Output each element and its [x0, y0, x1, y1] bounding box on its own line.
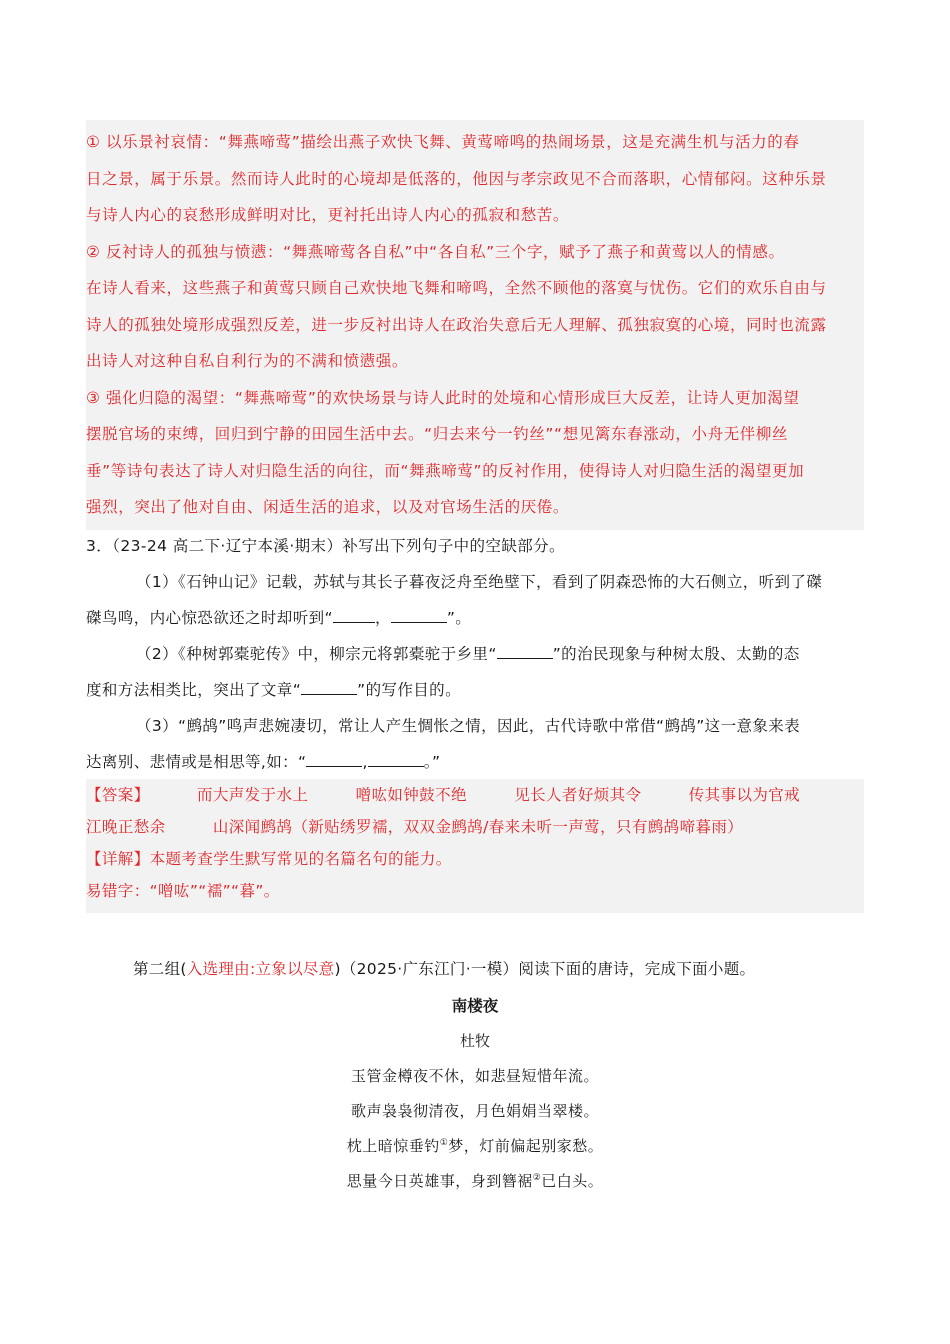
sub-question-3: （3）“鹧鸪”鸣声悲婉凄切，常让人产生惆怅之情，因此，古代诗歌中常借“鹧鸪”这一意象来表	[136, 717, 801, 735]
fill-blank[interactable]	[306, 752, 362, 767]
answer-row	[86, 779, 864, 811]
poem-title: 南楼夜	[451, 996, 499, 1015]
text-span: 第二组(	[133, 960, 187, 978]
text-span: 度和方法相类比，突出了文章“	[86, 681, 302, 699]
analysis-text: 与诗人内心的哀愁形成鲜明对比，更衬托出诗人内心的孤寂和愁苦。	[86, 206, 570, 224]
sub-question-2-cont	[86, 672, 864, 708]
text-span: )（2025·广东江门·一模）阅读下面的唐诗，完成下面小题。	[334, 960, 756, 978]
text-span: 磔鸟鸣，内心惊恐欲还之时却听到“	[86, 609, 333, 627]
analysis-text: 摆脱官场的束缚，回归到宁静的田园生活中去。“归去来兮一钓丝”“想见篱东春涨动，小舟无伴柳丝	[86, 425, 789, 443]
fill-blank[interactable]	[333, 608, 375, 623]
question-stem-text: （23-24 高二下·辽宁本溪·期末）补写出下列句子中的空缺部分。	[112, 537, 565, 555]
text-span: ，	[374, 609, 391, 627]
poem-line: 玉管金樽夜不休，如悲昼短惜年流。	[350, 1067, 599, 1085]
footnote-marker[interactable]: ②	[532, 1173, 542, 1183]
question-stem	[86, 528, 864, 564]
text-span: ”。	[446, 609, 472, 627]
fill-blank[interactable]	[368, 752, 424, 767]
text-span: ”的治民现象与种树太殷、太勤的态	[552, 645, 800, 663]
fill-blank[interactable]	[391, 608, 447, 623]
analysis-text: 诗人的孤独处境形成强烈反差，进一步反衬出诗人在政治失意后无人理解、孤独寂寞的心境，同时也流露	[86, 315, 827, 334]
sub-question-3-cont	[86, 744, 864, 780]
question-3	[86, 528, 864, 780]
poem-line: 歌声袅袅彻清夜，月色娟娟当翠楼。	[350, 1102, 599, 1120]
answer-item: 传其事以为官戒	[688, 786, 801, 804]
sub-question-1-cont	[86, 600, 864, 636]
answer-item: 山深闻鹧鸪（新贴绣罗襦，双双金鹧鸪/春来未听一声莺，只有鹧鸪啼暮雨）	[212, 818, 744, 836]
analysis-text: ② 反衬诗人的孤独与愤懑：“舞燕啼莺各自私”中“各自私”三个字，赋予了燕子和黄莺以人的情感。	[86, 242, 785, 261]
answer-item: 而大声发于水上	[196, 786, 309, 804]
analysis-text: 日之景，属于乐景。然而诗人此时的心境却是低落的，他因与孝宗政见不合而落职，心情郁闷。这种乐景	[86, 169, 827, 188]
analysis-text: 在诗人看来，这些燕子和黄莺只顾自己欢快地飞舞和啼鸣，全然不顾他的落寞与忧伤。它们的欢乐自由与	[86, 279, 827, 297]
analysis-text: 垂”等诗句表达了诗人对归隐生活的向往，而“舞燕啼莺”的反衬作用，使得诗人对归隐生活的渴望更加	[86, 461, 805, 480]
text-span: 枕上暗惊垂钓	[346, 1137, 440, 1155]
answer-item: 见长人者好烦其令	[514, 786, 642, 804]
selection-reason: 入选理由:立象以尽意	[186, 960, 335, 978]
text-span: 梦，灯前偏起别家愁。	[448, 1137, 604, 1155]
answer-box	[86, 779, 864, 913]
footnote-marker[interactable]: ①	[439, 1138, 449, 1148]
text-span: 已白头。	[541, 1172, 604, 1190]
analysis-text: ③ 强化归隐的渴望：“舞燕啼莺”的欢快场景与诗人此时的处境和心情形成巨大反差，让诗人更加渴望	[86, 388, 800, 407]
answer-row	[86, 811, 864, 843]
poem-line	[0, 1135, 950, 1156]
analysis-text: 强烈，突出了他对自由、闲适生活的追求，以及对官场生活的厌倦。	[86, 498, 570, 516]
analysis-text: 出诗人对这种自私自利行为的不满和愤懑强。	[86, 352, 409, 370]
answer-item: 江晚正愁余	[86, 818, 166, 836]
text-span: ”的写作目的。	[357, 681, 461, 699]
text-span: ,	[362, 753, 368, 771]
group2-heading	[133, 954, 755, 984]
text-span: 。”	[423, 753, 441, 771]
detail-label: 【详解】	[86, 850, 150, 868]
detail-text: 本题考查学生默写常见的名篇名句的能力。	[149, 850, 452, 868]
fill-blank[interactable]	[497, 644, 553, 659]
text-span: 达离别、悲情或是相思等,如：“	[86, 753, 307, 771]
poem-line	[0, 1170, 950, 1191]
analysis-text: ① 以乐景衬哀情：“舞燕啼莺”描绘出燕子欢快飞舞、黄莺啼鸣的热闹场景，这是充满生机与活力的春	[86, 133, 800, 151]
text-span: （2）《种树郭橐驼传》中，柳宗元将郭橐驼于乡里“	[136, 645, 497, 663]
sub-question-2	[86, 636, 864, 672]
text-span: 思量今日英雄事，身到簪裾	[346, 1172, 533, 1190]
poem-author: 杜牧	[459, 1032, 490, 1050]
answer-label: 【答案】	[86, 786, 150, 804]
detail-row	[86, 843, 864, 875]
fill-blank[interactable]	[301, 680, 357, 695]
sub-question-1: （1）《石钟山记》记载，苏轼与其长子暮夜泛舟至绝壁下，看到了阴森恐怖的大石侧立，听到了磔	[136, 573, 823, 591]
question-number: 3．	[86, 537, 113, 555]
typo-note: 易错字：“噌吰”“襦”“暮”。	[86, 882, 280, 900]
answer-item: 噌吰如钟鼓不绝	[355, 786, 467, 804]
analysis-box	[86, 120, 864, 530]
